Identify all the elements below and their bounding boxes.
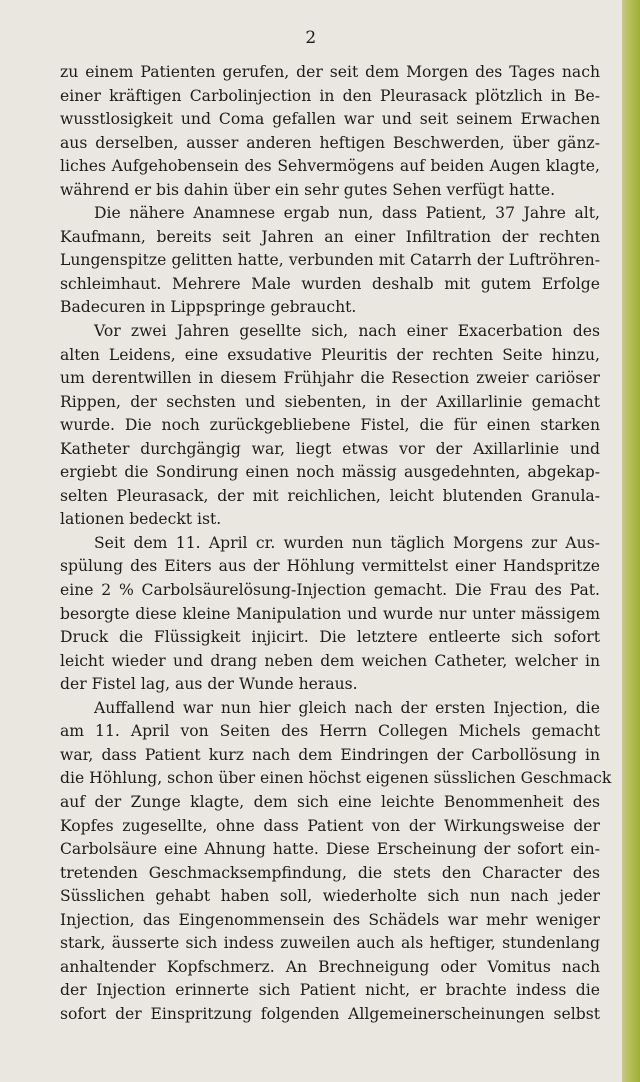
- text-line: Carbolsäure eine Ahnung hatte. Diese Erscheinung der sofort ein-: [60, 840, 600, 859]
- text-line: Kopfes zugesellte, ohne dass Patient von der Wirkungsweise der: [60, 816, 600, 835]
- text-line: Druck die Flüssigkeit injicirt. Die letztere entleerte sich sofort: [60, 628, 600, 647]
- text-line: ergiebt die Sondirung einen noch mässig ausgedehnten, abgekap-: [60, 463, 600, 482]
- text-line: Auffallend war nun hier gleich nach der ersten Injection, die: [94, 698, 600, 717]
- text-line: auf der Zunge klagte, dem sich eine leichte Benommenheit des: [60, 792, 600, 811]
- text-line: anhaltender Kopfschmerz. An Brechneigung oder Vomitus nach: [60, 957, 600, 976]
- text-line: Rippen, der sechsten und siebenten, in der Axillarlinie gemacht: [60, 392, 600, 411]
- text-line: war, dass Patient kurz nach dem Eindringen der Carbollösung in: [60, 745, 600, 764]
- text-line: Katheter durchgängig war, liegt etwas vor der Axillarlinie und: [60, 439, 600, 458]
- text-line: liches Aufgehobensein des Sehvermögens auf beiden Augen klagte,: [60, 157, 600, 176]
- page-edge: [622, 0, 640, 1082]
- text-line: wurde. Die noch zurückgebliebene Fistel, die für einen starken: [60, 416, 600, 435]
- text-line: Badecuren in Lippspringe gebraucht.: [60, 298, 357, 317]
- text-line: selten Pleurasack, der mit reichlichen, leicht blutenden Granula-: [60, 486, 600, 505]
- text-line: alten Leidens, eine exsudative Pleuritis der rechten Seite hinzu,: [60, 345, 600, 364]
- text-line: zu einem Patienten gerufen, der seit dem Morgen des Tages nach: [60, 63, 600, 81]
- text-line: wusstlosigkeit und Coma gefallen war und seit seinem Erwachen: [60, 110, 600, 129]
- text-line: leicht wieder und drang neben dem weichen Catheter, welcher in: [60, 651, 600, 670]
- body-text: [60, 61, 612, 1026]
- text-line: schleimhaut. Mehrere Male wurden deshalb mit gutem Erfolge: [60, 274, 600, 293]
- text-line: am 11. April von Seiten des Herrn Collegen Michels gemacht: [60, 722, 600, 741]
- text-line: einer kräftigen Carbolinjection in den Pleurasack plötzlich in Be-: [60, 86, 600, 105]
- text-line: tretenden Geschmacksempfindung, die stets den Character des: [60, 863, 600, 882]
- text-line: die Höhlung, schon über einen höchst eigenen süsslichen Geschmack: [60, 769, 612, 788]
- text-line: der Fistel lag, aus der Wunde heraus.: [60, 675, 358, 694]
- text-line: Kaufmann, bereits seit Jahren an einer Infiltration der rechten: [60, 227, 600, 246]
- text-line: Süsslichen gehabt haben soll, wiederholte sich nun nach jeder: [60, 887, 600, 906]
- text-line: besorgte diese kleine Manipulation und wurde nur unter mässigem: [60, 604, 600, 623]
- page-number: 2: [305, 28, 317, 48]
- text-line: um derentwillen in diesem Frühjahr die Resection zweier cariöser: [60, 369, 600, 388]
- text-line: eine 2 % Carbolsäurelösung-Injection gemacht. Die Frau des Pat.: [60, 581, 600, 600]
- text-line: Vor zwei Jahren gesellte sich, nach einer Exacerbation des: [94, 322, 600, 341]
- text-line: der Injection erinnerte sich Patient nicht, er brachte indess die: [60, 981, 600, 1000]
- text-line: sofort der Einspritzung folgenden Allgemeinerscheinungen selbst: [60, 1004, 600, 1023]
- text-line: lationen bedeckt ist.: [60, 510, 222, 529]
- text-line: Lungenspitze gelitten hatte, verbunden mit Catarrh der Luftröhren-: [60, 251, 600, 270]
- text-line: während er bis dahin über ein sehr gutes Sehen verfügt hatte.: [60, 180, 556, 199]
- text-line: Seit dem 11. April cr. wurden nun täglich Morgens zur Aus-: [94, 533, 600, 552]
- text-line: stark, äusserte sich indess zuweilen auch als heftiger, stundenlang: [60, 934, 600, 953]
- text-line: Injection, das Eingenommensein des Schädels war mehr weniger: [60, 910, 600, 929]
- text-line: Die nähere Anamnese ergab nun, dass Patient, 37 Jahre alt,: [94, 204, 600, 223]
- text-line: spülung des Eiters aus der Höhlung vermittelst einer Handspritze: [60, 557, 600, 576]
- text-line: aus derselben, ausser anderen heftigen Beschwerden, über gänz-: [60, 133, 600, 152]
